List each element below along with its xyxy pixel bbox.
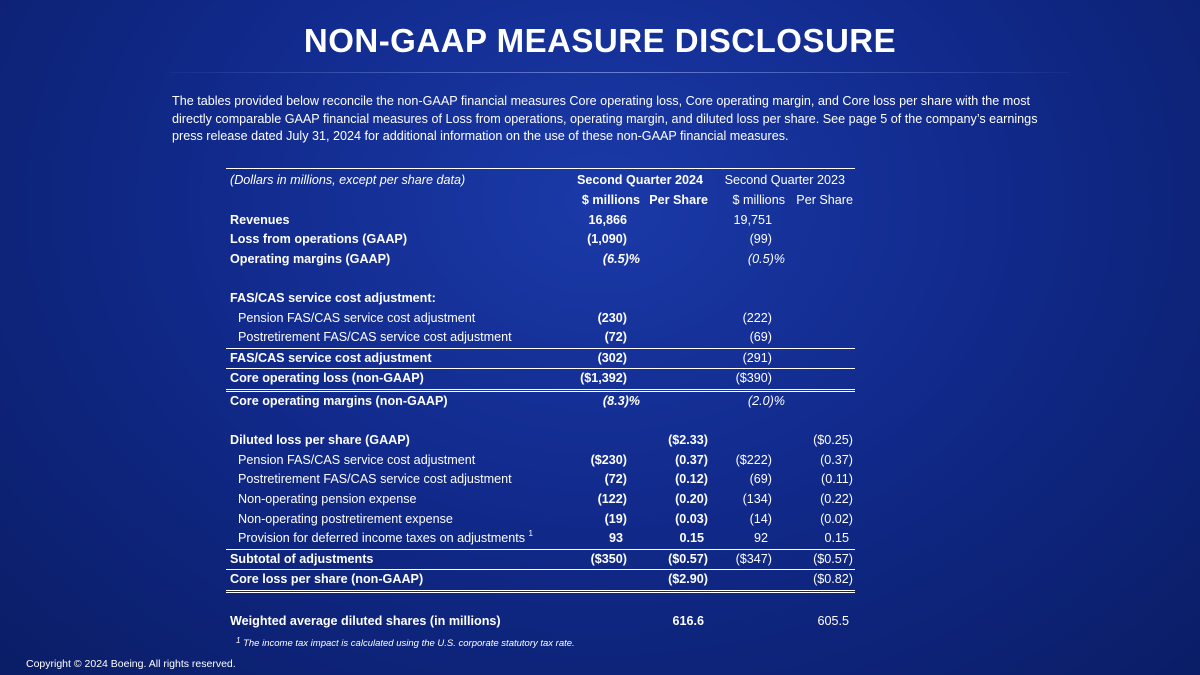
value-2024-millions: ($230) bbox=[590, 452, 627, 467]
table-row-postretirement-adjustment bbox=[226, 470, 855, 490]
value-2024-millions: (6.5)% bbox=[602, 251, 640, 266]
page-title: NON-GAAP MEASURE DISCLOSURE bbox=[303, 22, 897, 59]
value-2023-millions: (222) bbox=[742, 310, 772, 325]
table-row-fascas-heading bbox=[226, 289, 855, 309]
table-row-weighted-shares bbox=[226, 612, 855, 632]
value-2024-per-share: ($2.90) bbox=[668, 572, 708, 587]
value-2023-per-share: (0.22) bbox=[820, 491, 853, 506]
value-2023-millions: (69) bbox=[749, 472, 772, 487]
value-2024-millions: (230) bbox=[597, 310, 627, 325]
value-2024-millions: (1,090) bbox=[587, 232, 627, 247]
value-2024-per-share: ($0.57) bbox=[668, 551, 708, 566]
row-label: Core loss per share (non-GAAP) bbox=[230, 572, 424, 587]
table-row-core-operating-loss bbox=[226, 369, 855, 392]
footnote-marker: 1 bbox=[236, 636, 241, 645]
col-millions-2024: $ millions bbox=[581, 193, 640, 207]
value-2024-per-share: (0.37) bbox=[675, 452, 708, 467]
value-2023-millions: 19,751 bbox=[733, 212, 772, 227]
value-2024-millions: ($1,392) bbox=[580, 371, 627, 386]
row-label: Core operating loss (non-GAAP) bbox=[230, 371, 424, 386]
row-label: Loss from operations (GAAP) bbox=[230, 232, 408, 247]
table-header-periods bbox=[226, 169, 855, 191]
value-2023-per-share: (0.11) bbox=[821, 472, 853, 487]
table-row-nonoperating-postretirement bbox=[226, 510, 855, 530]
value-2023-millions: (69) bbox=[749, 330, 772, 345]
row-label: Pension FAS/CAS service cost adjustment bbox=[238, 310, 476, 325]
value-2024-per-share: 616.6 bbox=[672, 614, 704, 629]
value-2024-millions: (8.3)% bbox=[602, 393, 640, 408]
value-2024-millions: (19) bbox=[604, 511, 627, 526]
period-2023-header: Second Quarter 2023 bbox=[724, 173, 845, 187]
value-2023-millions: (14) bbox=[749, 511, 772, 526]
value-2023-per-share: 0.15 bbox=[824, 531, 849, 546]
value-2023-millions: ($222) bbox=[735, 452, 772, 467]
value-2023-millions: (2.0)% bbox=[747, 393, 785, 408]
value-2024-millions: (72) bbox=[604, 330, 627, 345]
row-label: Pension FAS/CAS service cost adjustment bbox=[238, 452, 476, 467]
value-2024-millions: (122) bbox=[597, 491, 627, 506]
value-2024-per-share: ($2.33) bbox=[668, 433, 708, 448]
value-2023-millions: (134) bbox=[742, 491, 772, 506]
value-2023-per-share: ($0.57) bbox=[813, 551, 853, 566]
table-row-pension-fascas bbox=[226, 309, 855, 329]
col-millions-2023: $ millions bbox=[732, 193, 785, 207]
value-2023-millions: 92 bbox=[753, 531, 768, 546]
period-2024-header: Second Quarter 2024 bbox=[577, 173, 703, 187]
value-2023-per-share: (0.02) bbox=[820, 511, 853, 526]
value-2023-per-share: 605.5 bbox=[817, 614, 849, 629]
value-2024-per-share: (0.12) bbox=[675, 472, 708, 487]
row-label: Diluted loss per share (GAAP) bbox=[230, 433, 410, 448]
value-2024-per-share: (0.20) bbox=[675, 491, 708, 506]
intro-paragraph: The tables provided below reconcile the non-GAAP financial measures Core operating loss, Core operating margin, and Core loss per share with the most directly comparable GAAP financial measures of Loss from operations, operating margin, and diluted loss per share. See page 5 of the company’s earnings press release dated July 31, 2024 for additional information on the use of these non-GAAP financial measures. bbox=[172, 94, 1038, 143]
row-label: Subtotal of adjustments bbox=[230, 551, 374, 566]
row-label bbox=[238, 531, 533, 545]
value-2024-millions: 93 bbox=[608, 531, 623, 546]
value-2023-per-share: ($0.82) bbox=[813, 572, 853, 587]
table-row-postretirement-fascas bbox=[226, 328, 855, 349]
row-label: FAS/CAS service cost adjustment bbox=[230, 350, 432, 365]
table-header-units bbox=[226, 191, 855, 211]
value-2024-per-share: 0.15 bbox=[679, 531, 704, 546]
footnote-text: The income tax impact is calculated using the U.S. corporate statutory tax rate. bbox=[243, 638, 575, 649]
row-label: FAS/CAS service cost adjustment: bbox=[230, 290, 436, 305]
value-2023-millions: ($347) bbox=[735, 551, 772, 566]
value-2023-millions: (291) bbox=[742, 350, 772, 365]
value-2024-millions: (302) bbox=[597, 350, 627, 365]
table-spacer-row bbox=[226, 269, 855, 289]
value-2024-per-share: (0.03) bbox=[675, 511, 708, 526]
row-label: Non-operating postretirement expense bbox=[238, 511, 453, 526]
value-2023-millions: ($390) bbox=[735, 371, 772, 386]
table-row-diluted-loss-per-share bbox=[226, 431, 855, 451]
table-row-operating-margins bbox=[226, 250, 855, 270]
footnote-marker: 1 bbox=[528, 529, 533, 539]
row-label: Core operating margins (non-GAAP) bbox=[230, 393, 448, 408]
footnote bbox=[236, 638, 575, 649]
value-2023-millions: (99) bbox=[749, 232, 772, 247]
copyright-notice: Copyright © 2024 Boeing. All rights reserved. bbox=[26, 658, 236, 670]
value-2024-millions: ($350) bbox=[590, 551, 627, 566]
table-spacer-row bbox=[226, 593, 855, 613]
row-label: Weighted average diluted shares (in millions) bbox=[230, 614, 501, 629]
table-row-loss-from-operations bbox=[226, 230, 855, 250]
table-caption: (Dollars in millions, except per share data) bbox=[230, 173, 466, 187]
row-label: Revenues bbox=[230, 212, 290, 227]
value-2023-per-share: (0.37) bbox=[820, 452, 853, 467]
row-label-text: Provision for deferred income taxes on adjustments bbox=[238, 531, 525, 546]
row-label: Non-operating pension expense bbox=[238, 491, 417, 506]
table-row-core-operating-margins bbox=[226, 392, 855, 412]
value-2023-millions: (0.5)% bbox=[747, 251, 785, 266]
table-spacer-row bbox=[226, 412, 855, 432]
row-label: Postretirement FAS/CAS service cost adjustment bbox=[238, 472, 512, 487]
table-row-revenues bbox=[226, 211, 855, 231]
table-row-nonoperating-pension bbox=[226, 490, 855, 510]
row-label: Postretirement FAS/CAS service cost adjustment bbox=[238, 330, 512, 345]
table-row-core-loss-per-share bbox=[226, 570, 855, 593]
table-row-fascas-total bbox=[226, 349, 855, 370]
title-divider bbox=[170, 72, 1070, 73]
table-row-subtotal-adjustments bbox=[226, 550, 855, 571]
table-row-pension-adjustment bbox=[226, 451, 855, 471]
table-row-deferred-taxes bbox=[226, 529, 855, 550]
reconciliation-table bbox=[226, 168, 855, 632]
value-2023-per-share: ($0.25) bbox=[813, 433, 853, 448]
value-2024-millions: (72) bbox=[604, 472, 627, 487]
value-2024-millions: 16,866 bbox=[588, 212, 627, 227]
col-per-share-2023: Per Share bbox=[796, 193, 853, 207]
row-label: Operating margins (GAAP) bbox=[230, 251, 391, 266]
col-per-share-2024: Per Share bbox=[649, 193, 708, 207]
